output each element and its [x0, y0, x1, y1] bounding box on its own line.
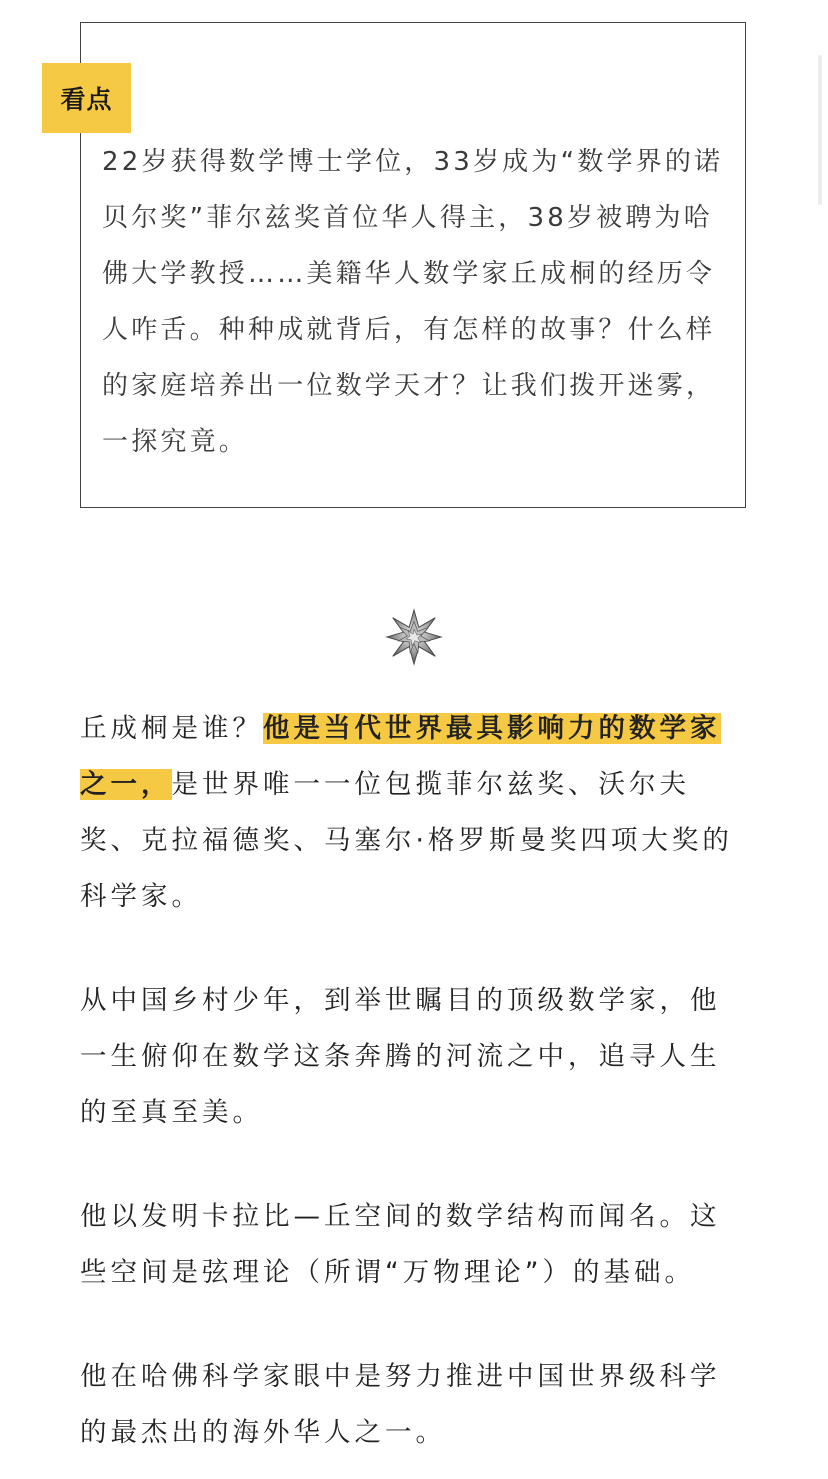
highlighted-text: 他是当代世界最具影响力的数学家之一，: [80, 713, 721, 800]
paragraph-2: 从中国乡村少年，到举世瞩目的顶级数学家，他一生俯仰在数学这条奔腾的河流之中，追寻人生的至真至美。: [80, 985, 721, 1128]
intro-rest: 是世界唯一一位包揽菲尔兹奖、沃尔夫奖、克拉福德奖、马塞尔·格罗斯曼奖四项大奖的科学家。: [80, 769, 733, 912]
wolfram-spikey-icon: [385, 608, 443, 666]
scroll-indicator[interactable]: [818, 55, 822, 205]
paragraph-4: 他在哈佛科学家眼中是努力推进中国世界级科学的最杰出的海外华人之一。: [80, 1361, 721, 1448]
paragraph-intro: [80, 701, 750, 925]
paragraph-3: 他以发明卡拉比—丘空间的数学结构而闻名。这些空间是弦理论（所谓“万物理论”）的基础。: [80, 1201, 721, 1288]
summary-text: 22岁获得数学博士学位，33岁成为“数学界的诺贝尔奖”菲尔兹奖首位华人得主，38岁被聘为哈佛大学教授……美籍华人数学家丘成桐的经历令人咋舌。种种成就背后，有怎样的故事？什么样的家庭培养出一位数学天才？让我们拨开迷雾，一探究竟。: [102, 147, 724, 457]
summary-badge: 看点: [42, 63, 131, 133]
intro-question: 丘成桐是谁？: [80, 713, 263, 744]
